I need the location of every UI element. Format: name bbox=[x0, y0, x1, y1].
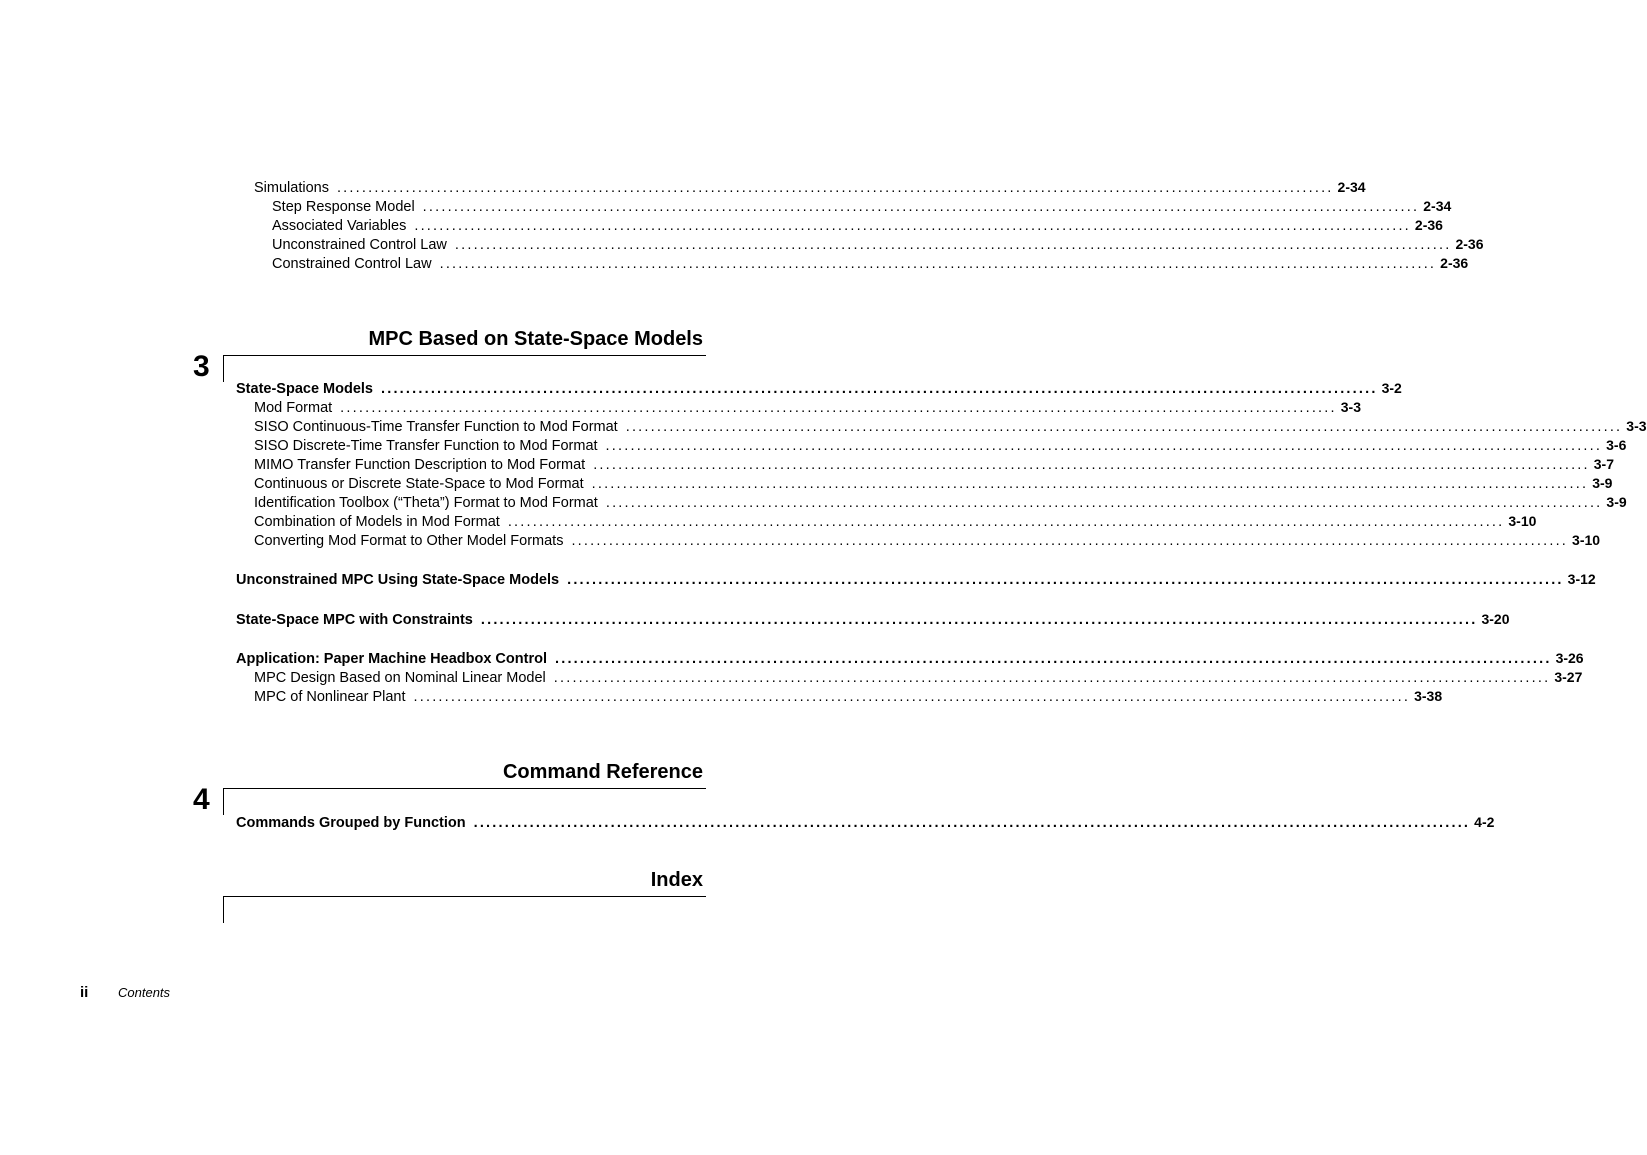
dot-leader: ................................................................................................................................................................ bbox=[340, 400, 1337, 416]
toc-entry-page: 3-3 bbox=[1626, 418, 1647, 434]
toc-entry-title: Commands Grouped by Function bbox=[236, 815, 466, 831]
toc-entry-title: MPC of Nonlinear Plant bbox=[254, 689, 406, 705]
toc-entry-page: 2-36 bbox=[1440, 255, 1469, 271]
chapter-3-rule bbox=[223, 355, 706, 382]
footer-label: Contents bbox=[118, 985, 171, 1000]
toc-entry-page: 3-10 bbox=[1572, 532, 1601, 548]
toc-entry-title: Converting Mod Format to Other Model Formats bbox=[254, 533, 564, 549]
toc-entry-title: Associated Variables bbox=[272, 218, 407, 234]
dot-leader: ................................................................................................................................................................ bbox=[605, 438, 1603, 454]
toc-entry-page: 2-34 bbox=[1423, 198, 1452, 214]
dot-leader: ................................................................................................................................................................ bbox=[454, 237, 1452, 253]
toc-entry-title: MIMO Transfer Function Description to Mod Format bbox=[254, 457, 586, 473]
toc-entry-constrained-control-law[interactable] bbox=[272, 254, 1469, 274]
toc-entry-continuous-discrete-state-space[interactable] bbox=[254, 474, 1613, 494]
toc-entry-page: 3-38 bbox=[1414, 688, 1443, 704]
chapter-4-number: 4 bbox=[193, 783, 210, 816]
toc-entry-converting-mod-format[interactable] bbox=[254, 531, 1601, 551]
toc-entry-page: 3-10 bbox=[1508, 513, 1537, 529]
toc-entry-page: 3-20 bbox=[1481, 611, 1510, 627]
dot-leader: ................................................................................................................................................................ bbox=[593, 457, 1590, 473]
toc-entry-identification-toolbox[interactable] bbox=[254, 493, 1627, 513]
footer-page-number: ii bbox=[80, 984, 89, 1001]
toc-entry-page: 3-6 bbox=[1606, 437, 1627, 453]
toc-entry-title: State-Space Models bbox=[236, 381, 373, 397]
chapter-3-title: MPC Based on State-Space Models bbox=[368, 328, 703, 350]
dot-leader: ................................................................................................................................................................ bbox=[591, 476, 1589, 492]
index-title: Index bbox=[650, 869, 703, 891]
toc-entry-title: Constrained Control Law bbox=[272, 256, 432, 272]
dot-leader: ................................................................................................................................................................ bbox=[439, 256, 1437, 272]
toc-entry-associated-variables[interactable] bbox=[272, 216, 1443, 236]
toc-entry-siso-continuous[interactable] bbox=[254, 417, 1647, 437]
toc-entry-title: SISO Discrete-Time Transfer Function to Mod Format bbox=[254, 438, 598, 454]
dot-leader: ................................................................................................................................................................ bbox=[567, 572, 1564, 588]
toc-entry-page: 4-2 bbox=[1474, 814, 1495, 830]
index-rule bbox=[223, 896, 706, 923]
dot-leader: ................................................................................................................................................................ bbox=[625, 419, 1623, 435]
toc-entry-title: MPC Design Based on Nominal Linear Model bbox=[254, 670, 546, 686]
chapter-4-title: Command Reference bbox=[502, 761, 703, 783]
toc-section-commands-grouped[interactable] bbox=[236, 813, 1495, 833]
toc-entry-page: 3-12 bbox=[1567, 571, 1596, 587]
toc-entry-page: 2-34 bbox=[1337, 179, 1366, 195]
toc-section-unconstrained-mpc[interactable] bbox=[236, 570, 1596, 590]
toc-section-paper-machine-headbox[interactable] bbox=[236, 649, 1584, 669]
chapter-4-rule bbox=[223, 788, 706, 815]
dot-leader: ................................................................................................................................................................ bbox=[605, 495, 1603, 511]
dot-leader: ................................................................................................................................................................ bbox=[571, 533, 1569, 549]
toc-section-state-space-mpc-constraints[interactable] bbox=[236, 610, 1510, 630]
toc-entry-page: 2-36 bbox=[1414, 217, 1443, 233]
toc-entry-mpc-nonlinear-plant[interactable] bbox=[254, 687, 1443, 707]
toc-entry-page: 2-36 bbox=[1455, 236, 1484, 252]
toc-entry-mod-format[interactable] bbox=[254, 398, 1361, 418]
toc-entry-title: Continuous or Discrete State-Space to Mod Format bbox=[254, 476, 584, 492]
dot-leader: ................................................................................................................................................................ bbox=[480, 612, 1478, 628]
toc-entry-title: State-Space MPC with Constraints bbox=[236, 612, 473, 628]
toc-entry-page: 3-7 bbox=[1593, 456, 1614, 472]
dot-leader: ................................................................................................................................................................ bbox=[554, 651, 1552, 667]
toc-entry-page: 3-9 bbox=[1592, 475, 1613, 491]
toc-entry-title: Simulations bbox=[254, 180, 329, 196]
toc-entry-page: 3-3 bbox=[1340, 399, 1361, 415]
toc-entry-unconstrained-control-law[interactable] bbox=[272, 235, 1484, 255]
toc-entry-title: Unconstrained Control Law bbox=[272, 237, 447, 253]
toc-entry-title: SISO Continuous-Time Transfer Function to Mod Format bbox=[254, 419, 618, 435]
dot-leader: ................................................................................................................................................................ bbox=[413, 689, 1411, 705]
toc-entry-title: Identification Toolbox (“Theta”) Format to Mod Format bbox=[254, 495, 598, 511]
dot-leader: ................................................................................................................................................................ bbox=[507, 514, 1505, 530]
toc-entry-title: Unconstrained MPC Using State-Space Models bbox=[236, 572, 560, 588]
dot-leader: ................................................................................................................................................................ bbox=[381, 381, 1378, 397]
chapter-3-number: 3 bbox=[193, 350, 210, 383]
toc-entry-mimo-transfer[interactable] bbox=[254, 455, 1614, 475]
toc-entry-step-response-model[interactable] bbox=[272, 197, 1452, 217]
toc-entry-page: 3-9 bbox=[1606, 494, 1627, 510]
dot-leader: ................................................................................................................................................................ bbox=[553, 670, 1551, 686]
toc-entry-title: Combination of Models in Mod Format bbox=[254, 514, 500, 530]
toc-entry-combination-of-models[interactable] bbox=[254, 512, 1537, 532]
dot-leader: ................................................................................................................................................................ bbox=[414, 218, 1411, 234]
toc-entry-siso-discrete[interactable] bbox=[254, 436, 1627, 456]
dot-leader: ................................................................................................................................................................ bbox=[473, 815, 1471, 831]
toc-entry-page: 3-2 bbox=[1381, 380, 1402, 396]
toc-entry-page: 3-26 bbox=[1555, 650, 1584, 666]
dot-leader: ................................................................................................................................................................ bbox=[336, 180, 1334, 196]
dot-leader: ................................................................................................................................................................ bbox=[422, 199, 1420, 215]
toc-entry-simulations[interactable] bbox=[254, 178, 1366, 198]
toc-entry-title: Mod Format bbox=[254, 400, 333, 416]
toc-entry-page: 3-27 bbox=[1554, 669, 1583, 685]
toc-entry-mpc-design-nominal[interactable] bbox=[254, 668, 1583, 688]
toc-section-state-space-models[interactable] bbox=[236, 379, 1402, 399]
toc-entry-title: Application: Paper Machine Headbox Control bbox=[236, 651, 547, 667]
toc-entry-title: Step Response Model bbox=[272, 199, 415, 215]
